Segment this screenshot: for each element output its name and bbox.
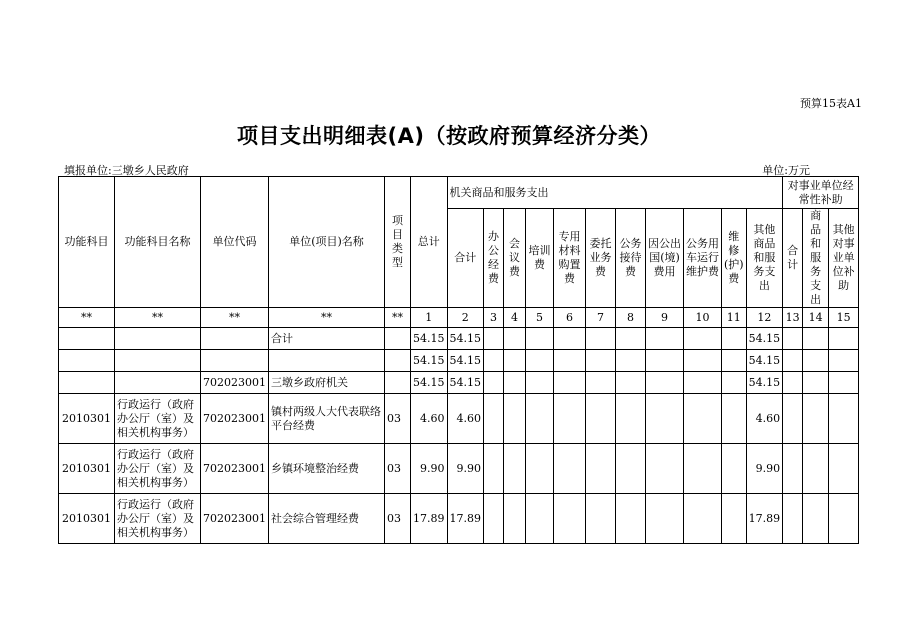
cell-goods-total: 54.15	[447, 328, 484, 350]
cell-func-name	[115, 328, 201, 350]
cell-meeting	[504, 494, 526, 544]
cell-func-code	[59, 350, 115, 372]
cell-meeting	[504, 444, 526, 494]
cell-subsidy-total	[783, 328, 803, 350]
cell-unit-code: 702023001	[201, 372, 269, 394]
cell-other-goods: 54.15	[746, 372, 783, 394]
index-cell: 9	[646, 308, 684, 328]
cell-project-type: 03	[385, 394, 411, 444]
cell-total: 17.89	[411, 494, 448, 544]
cell-project-type	[385, 328, 411, 350]
cell-commission	[586, 328, 616, 350]
cell-total: 54.15	[411, 328, 448, 350]
cell-goods-total: 9.90	[447, 444, 484, 494]
cell-unit-code: 702023001	[201, 444, 269, 494]
cell-vehicle	[684, 372, 722, 394]
cell-subsidy-other	[829, 372, 859, 394]
header-unit-name: 单位(项目)名称	[269, 177, 385, 308]
cell-training	[526, 494, 554, 544]
cell-func-name: 行政运行（政府办公厅（室）及相关机构事务）	[115, 444, 201, 494]
cell-project-type	[385, 350, 411, 372]
index-cell: 5	[526, 308, 554, 328]
cell-project-type	[385, 372, 411, 394]
cell-maintenance	[722, 444, 747, 494]
cell-subsidy-other	[829, 328, 859, 350]
cell-meeting	[504, 372, 526, 394]
header-overseas: 因公出国(境)费用	[646, 209, 684, 308]
header-office: 办公经费	[484, 209, 504, 308]
index-cell: 4	[504, 308, 526, 328]
cell-overseas	[646, 350, 684, 372]
cell-other-goods: 9.90	[746, 444, 783, 494]
unit-label: 单位:万元	[762, 164, 810, 177]
index-cell: 15	[829, 308, 859, 328]
cell-unit-name: 镇村两级人大代表联络平台经费	[269, 394, 385, 444]
cell-commission	[586, 350, 616, 372]
cell-overseas	[646, 494, 684, 544]
cell-vehicle	[684, 444, 722, 494]
cell-func-code	[59, 372, 115, 394]
cell-subsidy-total	[783, 394, 803, 444]
cell-materials	[554, 372, 586, 394]
index-cell: **	[59, 308, 115, 328]
cell-office	[484, 444, 504, 494]
header-func-name: 功能科目名称	[115, 177, 201, 308]
header-training: 培训费	[526, 209, 554, 308]
cell-office	[484, 494, 504, 544]
cell-reception	[616, 350, 646, 372]
header-reception: 公务接待费	[616, 209, 646, 308]
cell-subsidy-other	[829, 394, 859, 444]
cell-subsidy-goods	[803, 328, 829, 350]
table-row	[59, 494, 859, 544]
cell-overseas	[646, 394, 684, 444]
index-cell: 1	[411, 308, 448, 328]
index-cell: **	[201, 308, 269, 328]
index-cell: 3	[484, 308, 504, 328]
header-total: 总计	[411, 177, 448, 308]
header-group-goods: 机关商品和服务支出	[447, 177, 783, 209]
index-cell: 8	[616, 308, 646, 328]
header-vehicle: 公务用车运行维护费	[684, 209, 722, 308]
cell-total: 54.15	[411, 372, 448, 394]
cell-maintenance	[722, 372, 747, 394]
cell-training	[526, 350, 554, 372]
cell-commission	[586, 444, 616, 494]
cell-office	[484, 394, 504, 444]
header-goods-total: 合计	[447, 209, 484, 308]
header-project-type: 项目类型	[385, 177, 411, 308]
cell-func-code: 2010301	[59, 394, 115, 444]
table-row	[59, 394, 859, 444]
cell-maintenance	[722, 494, 747, 544]
index-cell: **	[385, 308, 411, 328]
index-cell: 10	[684, 308, 722, 328]
table-row	[59, 350, 859, 372]
cell-commission	[586, 494, 616, 544]
cell-materials	[554, 328, 586, 350]
cell-subsidy-total	[783, 494, 803, 544]
header-meeting: 会议费	[504, 209, 526, 308]
cell-other-goods: 17.89	[746, 494, 783, 544]
cell-other-goods: 54.15	[746, 328, 783, 350]
header-unit-code: 单位代码	[201, 177, 269, 308]
cell-func-name	[115, 350, 201, 372]
header-maintenance: 维修(护)费	[722, 209, 747, 308]
header-func-code: 功能科目	[59, 177, 115, 308]
cell-unit-name: 社会综合管理经费	[269, 494, 385, 544]
cell-unit-code	[201, 350, 269, 372]
cell-subsidy-goods	[803, 444, 829, 494]
cell-subsidy-total	[783, 350, 803, 372]
cell-subsidy-other	[829, 494, 859, 544]
cell-total: 9.90	[411, 444, 448, 494]
cell-training	[526, 394, 554, 444]
cell-office	[484, 328, 504, 350]
table-row	[59, 372, 859, 394]
cell-subsidy-goods	[803, 372, 829, 394]
header-commission: 委托业务费	[586, 209, 616, 308]
cell-office	[484, 350, 504, 372]
header-group-subsidy: 对事业单位经常性补助	[783, 177, 859, 209]
cell-vehicle	[684, 394, 722, 444]
index-cell: 13	[783, 308, 803, 328]
cell-maintenance	[722, 350, 747, 372]
cell-reception	[616, 444, 646, 494]
index-cell: **	[269, 308, 385, 328]
header-other-goods: 其他商品和服务支出	[746, 209, 783, 308]
form-reference: 预算15表A1	[800, 97, 862, 110]
cell-subsidy-goods	[803, 394, 829, 444]
cell-func-code	[59, 328, 115, 350]
index-row	[59, 308, 859, 328]
cell-goods-total: 54.15	[447, 350, 484, 372]
cell-other-goods: 4.60	[746, 394, 783, 444]
cell-materials	[554, 494, 586, 544]
cell-unit-name: 合计	[269, 328, 385, 350]
header-subsidy-total: 合计	[783, 209, 803, 308]
cell-commission	[586, 372, 616, 394]
cell-subsidy-other	[829, 350, 859, 372]
cell-reception	[616, 494, 646, 544]
cell-meeting	[504, 394, 526, 444]
cell-other-goods: 54.15	[746, 350, 783, 372]
index-cell: 14	[803, 308, 829, 328]
cell-vehicle	[684, 494, 722, 544]
cell-project-type: 03	[385, 444, 411, 494]
index-cell: **	[115, 308, 201, 328]
index-cell: 12	[746, 308, 783, 328]
cell-func-name	[115, 372, 201, 394]
cell-training	[526, 328, 554, 350]
expenditure-table	[58, 176, 859, 544]
cell-goods-total: 17.89	[447, 494, 484, 544]
cell-maintenance	[722, 394, 747, 444]
cell-unit-code: 702023001	[201, 494, 269, 544]
cell-materials	[554, 350, 586, 372]
header-subsidy-other: 其他对事业单位补助	[829, 209, 859, 308]
cell-goods-total: 54.15	[447, 372, 484, 394]
cell-office	[484, 372, 504, 394]
cell-unit-code	[201, 328, 269, 350]
cell-goods-total: 4.60	[447, 394, 484, 444]
index-cell: 2	[447, 308, 484, 328]
reporting-unit: 填报单位:三墩乡人民政府	[64, 164, 189, 177]
cell-meeting	[504, 328, 526, 350]
cell-overseas	[646, 444, 684, 494]
cell-func-name: 行政运行（政府办公厅（室）及相关机构事务）	[115, 394, 201, 444]
cell-training	[526, 372, 554, 394]
cell-reception	[616, 328, 646, 350]
cell-unit-name: 乡镇环境整治经费	[269, 444, 385, 494]
cell-unit-name: 三墩乡政府机关	[269, 372, 385, 394]
cell-project-type: 03	[385, 494, 411, 544]
page-title: 项目支出明细表(A)（按政府预算经济分类）	[237, 124, 661, 148]
cell-overseas	[646, 328, 684, 350]
header-subsidy-goods: 商品和服务支出	[803, 209, 829, 308]
cell-meeting	[504, 350, 526, 372]
cell-training	[526, 444, 554, 494]
table-row	[59, 444, 859, 494]
cell-vehicle	[684, 350, 722, 372]
cell-subsidy-goods	[803, 494, 829, 544]
header-materials: 专用材料购置费	[554, 209, 586, 308]
cell-unit-name	[269, 350, 385, 372]
table-row	[59, 328, 859, 350]
cell-subsidy-goods	[803, 350, 829, 372]
cell-total: 54.15	[411, 350, 448, 372]
cell-materials	[554, 394, 586, 444]
cell-subsidy-other	[829, 444, 859, 494]
cell-overseas	[646, 372, 684, 394]
index-cell: 6	[554, 308, 586, 328]
cell-maintenance	[722, 328, 747, 350]
cell-unit-code: 702023001	[201, 394, 269, 444]
cell-commission	[586, 394, 616, 444]
cell-func-code: 2010301	[59, 494, 115, 544]
cell-reception	[616, 394, 646, 444]
cell-vehicle	[684, 328, 722, 350]
cell-reception	[616, 372, 646, 394]
cell-func-code: 2010301	[59, 444, 115, 494]
cell-subsidy-total	[783, 372, 803, 394]
cell-subsidy-total	[783, 444, 803, 494]
cell-func-name: 行政运行（政府办公厅（室）及相关机构事务）	[115, 494, 201, 544]
cell-total: 4.60	[411, 394, 448, 444]
index-cell: 7	[586, 308, 616, 328]
cell-materials	[554, 444, 586, 494]
index-cell: 11	[722, 308, 747, 328]
